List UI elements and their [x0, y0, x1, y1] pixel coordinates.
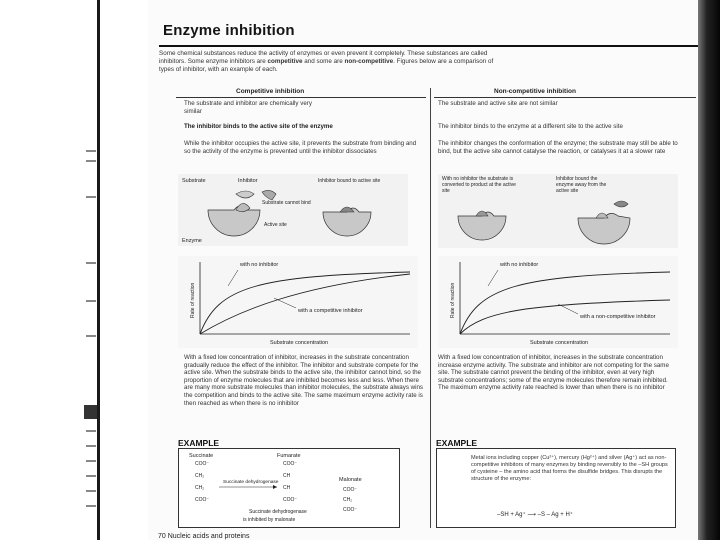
formula-text: CH₂	[195, 485, 205, 491]
scan-mark	[86, 150, 96, 152]
competitive-p1: The substrate and inhibitor are chemically very similar	[184, 100, 312, 115]
heading-rule	[176, 97, 426, 98]
label-substrate-cannot-bind: Substrate cannot bind	[262, 200, 311, 206]
intro-noncompetitive: non-competitive	[344, 58, 394, 66]
label-no-inhibitor: with no inhibitor	[500, 262, 539, 268]
intro-competitive: competitive	[267, 58, 303, 66]
label-active-site: Active site	[264, 222, 287, 228]
intro-line-2-post: . Figures below are a comparison of	[393, 58, 494, 66]
title-rule	[159, 45, 719, 47]
label-substrate: Substrate	[182, 178, 206, 184]
heading-rule	[434, 97, 696, 98]
formula-text: COO⁻	[195, 497, 210, 503]
textbook-page	[148, 0, 708, 540]
scan-mark	[86, 196, 96, 198]
label-fumarate: Fumarate	[277, 453, 301, 459]
formula-text: COO⁻	[343, 487, 358, 493]
scan-mark	[86, 475, 96, 477]
noncompetitive-example-text: Metal ions including copper (Cu²⁺), mercury (Hg²⁺) and silver (Ag⁺) act as non-competitive inhibitors of many enzymes by binding reversibly to the –SH groups of cysteine – the amino acid that forms the disulfide bridges. This disrupts the structure of the enzyme:	[471, 455, 668, 482]
formula-text: COO⁻	[195, 461, 210, 467]
competitive-rate-graph	[178, 256, 418, 348]
label-enzyme: Enzyme	[182, 238, 202, 244]
noncompetitive-equation: –SH + Ag⁺ ⟶ –S – Ag + H⁺	[497, 512, 573, 518]
formula-text: COO⁻	[283, 497, 298, 503]
scan-mark	[86, 430, 96, 432]
succinate-reaction-diagram	[179, 449, 399, 527]
scan-shadow-edge	[698, 0, 720, 540]
label-competitive-inhibitor: with a competitive inhibitor	[298, 308, 363, 314]
label-noncompetitive-inhibitor: with a non-competitive inhibitor	[580, 314, 656, 320]
scan-mark	[86, 300, 96, 302]
y-axis-label: Rate of reaction	[450, 282, 456, 318]
intro-line-1: Some chemical substances reduce the activity of enzymes or even prevent it completely. These substances are called	[159, 50, 488, 57]
label-no-inhibitor: with no inhibitor	[240, 262, 279, 268]
intro-line-2-pre: inhibitors. Some enzyme inhibitors are	[159, 58, 268, 66]
label-no-inhibitor-wrap	[442, 176, 522, 206]
competitive-example-heading: EXAMPLE	[178, 438, 220, 448]
scan-mark	[86, 262, 96, 264]
noncompetitive-rate-graph	[438, 256, 678, 348]
noncompetitive-example-box	[436, 448, 676, 528]
intro-paragraph	[159, 50, 711, 75]
column-divider	[430, 88, 431, 528]
label-malonate: Malonate	[339, 477, 362, 483]
noncompetitive-enzyme-diagram	[438, 174, 678, 248]
caption-line-2: is inhibited by malonate	[243, 517, 296, 523]
competitive-p3: While the inhibitor occupies the active site, it prevents the substrate from binding and so the activity of the enzyme is prevented until the inhibitor dissociates	[184, 140, 417, 155]
scan-mark	[86, 505, 96, 507]
scan-mark	[86, 490, 96, 492]
intro-line-3: types of inhibitor, with an example of each.	[159, 66, 278, 74]
scan-mark	[86, 335, 96, 337]
formula-text: CH	[283, 485, 291, 491]
competitive-heading: Competitive inhibition	[236, 88, 305, 95]
formula-text: CH	[283, 473, 291, 479]
label-succinate: Succinate	[189, 453, 214, 459]
caption-line-1: Succinate dehydrogenase	[249, 509, 307, 515]
noncompetitive-p2: The inhibitor binds to the enzyme at a different site to the active site	[438, 123, 623, 130]
formula-text: COO⁻	[283, 461, 298, 467]
noncompetitive-example-heading: EXAMPLE	[436, 438, 478, 448]
competitive-p2: The inhibitor binds to the active site of the enzyme	[184, 123, 333, 130]
label-inhibitor-bound: Inhibitor bound to active site	[318, 178, 381, 184]
scan-mark	[86, 160, 96, 162]
y-axis-label: Rate of reaction	[190, 282, 196, 318]
page-footer: 70 Nucleic acids and proteins	[158, 533, 250, 540]
scan-mark	[86, 460, 96, 462]
formula-text: CH₂	[343, 497, 353, 503]
label-no-inhibitor: With no inhibitor the substrate is converted to product at the active site	[442, 176, 516, 194]
competitive-p4: With a fixed low concentration of inhibitor, increases in the substrate concentration gradually reduce the effect of the inhibitor. The inhibitor and substrate compete for the active site. When the substrate binds to the active site, the inhibitor cannot bind, so the proportion of enzyme molecules that are inhibited becomes less and less. When there are many more substrate molecules than inhibitor molecules, the substrate always wins the competition and binds to the active site. The same maximum enzyme activity rate is then reached as when there is no inhibitor	[184, 354, 424, 407]
page-title: Enzyme inhibition	[163, 22, 295, 39]
page-binding-edge	[97, 0, 100, 540]
arrowhead	[273, 485, 277, 489]
x-axis-label: Substrate concentration	[270, 340, 329, 346]
formula-text: CH₂	[195, 473, 205, 479]
label-inhibitor-bound: Inhibitor bound the enzyme away from the active site	[556, 176, 607, 194]
competitive-example-box	[178, 448, 400, 528]
label-inhibitor: Inhibitor	[238, 178, 258, 184]
noncompetitive-p4: With a fixed low concentration of inhibitor, increases in the substrate concentration increase enzyme activity. The substrate and inhibitor are not competing for the same site. The substrate cannot prevent the binding of the inhibitor, even at very high substrate concentrations; some of the enzyme molecules therefore remain inhibited. The maximum enzyme activity rate reached is lower than when there is no inhibitor	[438, 354, 669, 392]
intro-line-2-mid: and some are	[302, 58, 345, 66]
formula-text: COO⁻	[343, 507, 358, 513]
label-enzyme-name: Succinate dehydrogenase	[223, 480, 279, 485]
comparison-table	[176, 88, 696, 528]
previous-page-strip	[0, 0, 100, 540]
competitive-enzyme-diagram	[178, 174, 408, 246]
noncompetitive-p1: The substrate and active site are not similar	[438, 100, 558, 107]
noncompetitive-heading: Non-competitive inhibition	[494, 88, 576, 95]
x-axis-label: Substrate concentration	[530, 340, 589, 346]
scan-mark	[86, 445, 96, 447]
label-inhibitor-bound-wrap	[556, 176, 616, 206]
noncompetitive-p3: The inhibitor changes the conformation of the enzyme; the substrate may still be able to bind, but the active site cannot catalyse the reaction, or catalyses it at a slower rate	[438, 140, 678, 155]
